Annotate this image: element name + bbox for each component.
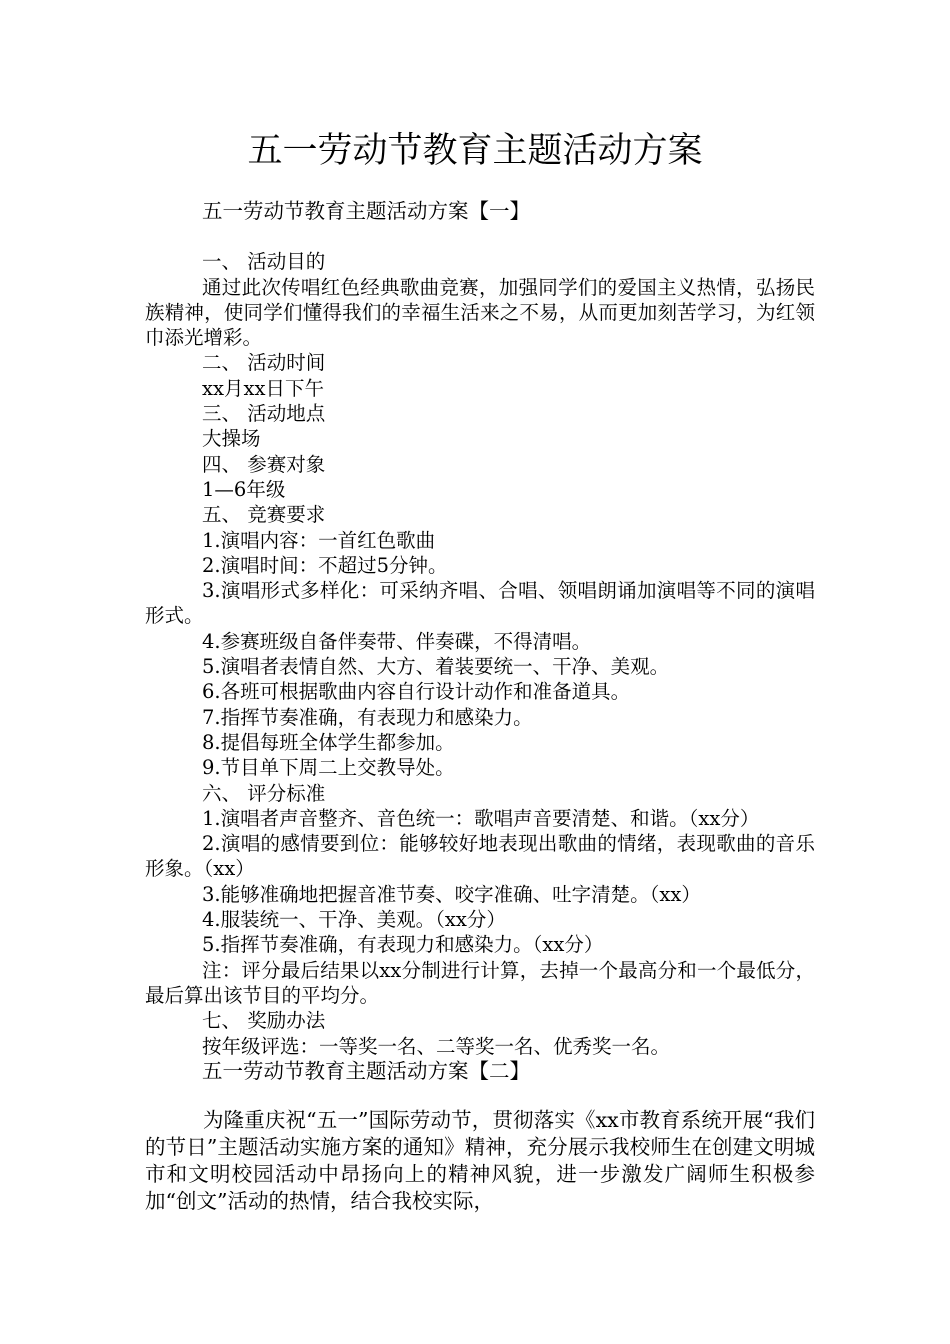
paragraph-intro: 为隆重庆祝“五一”国际劳动节，贯彻落实《xx市教育系统开展“我们的节日”主题活动实施方案的通知》精神，充分展示我校师生在创建文明城市和文明校园活动中昂扬向上的精神风貌，进一步激发广阔师生积极参加“创文”活动的热情，结合我校实际， (145, 1108, 815, 1214)
list-item: 7.指挥节奏准确，有表现力和感染力。 (202, 705, 533, 729)
document-body (145, 199, 815, 1215)
list-item: 9.节目单下周二上交教导处。 (202, 756, 455, 780)
section-heading: 五一劳动节教育主题活动方案【一】 (202, 199, 530, 223)
list-item: 1.演唱内容：一首红色歌曲 (202, 528, 436, 552)
note-paragraph: 注：评分最后结果以xx分制进行计算，去掉一个最高分和一个最低分，最后算出该节目的平均分。 (145, 958, 815, 1007)
paragraph-participants: 1—6年级 (202, 477, 286, 501)
list-item: 3.演唱形式多样化：可采纳齐唱、合唱、领唱朗诵加演唱等不同的演唱形式。 (145, 579, 815, 628)
list-item: 1.演唱者声音整齐、音色统一：歌唱声音要清楚、和谐。（xx分） (202, 806, 760, 830)
list-item: 4.参赛班级自备伴奏带、伴奏碟，不得清唱。 (202, 629, 592, 653)
blank-line (145, 224, 815, 249)
heading-purpose: 一、 活动目的 (202, 250, 326, 274)
paragraph-location: 大操场 (202, 427, 261, 451)
heading-participants: 四、 参赛对象 (202, 452, 326, 476)
heading-location: 三、 活动地点 (202, 402, 326, 426)
list-item: 2.演唱的感情要到位：能够较好地表现出歌曲的情绪，表现歌曲的音乐形象。（xx） (145, 832, 815, 881)
section-heading: 五一劳动节教育主题活动方案【二】 (202, 1058, 530, 1083)
paragraph-awards: 按年级评选：一等奖一名、二等奖一名、优秀奖一名。 (202, 1034, 671, 1058)
list-item: 4.服装统一、干净、美观。（xx分） (202, 908, 506, 932)
list-item: 5.指挥节奏准确，有表现力和感染力。（xx分） (202, 933, 604, 957)
list-item: 3.能够准确地把握音准节奏、咬字准确、吐字清楚。（xx） (202, 882, 701, 906)
list-item: 6.各班可根据歌曲内容自行设计动作和准备道具。 (202, 680, 631, 704)
list-item: 8.提倡每班全体学生都参加。 (202, 730, 455, 754)
blank-line (145, 1084, 815, 1107)
heading-scoring: 六、 评分标准 (202, 781, 326, 805)
paragraph-time: xx月xx日下午 (202, 376, 324, 400)
heading-awards: 七、 奖励办法 (202, 1009, 326, 1033)
heading-time: 二、 活动时间 (202, 351, 326, 375)
list-item: 5.演唱者表情自然、大方、着装要统一、干净、美观。 (202, 655, 670, 679)
document-title: 五一劳动节教育主题活动方案 (247, 131, 703, 171)
heading-requirements: 五、 竞赛要求 (202, 503, 326, 527)
paragraph-purpose: 通过此次传唱红色经典歌曲竞赛，加强同学们的爱国主义热情，弘扬民族精神，使同学们懂得我们的幸福生活来之不易，从而更加刻苦学习，为红领巾添光增彩。 (145, 275, 815, 350)
list-item: 2.演唱时间：不超过5分钟。 (202, 553, 448, 577)
